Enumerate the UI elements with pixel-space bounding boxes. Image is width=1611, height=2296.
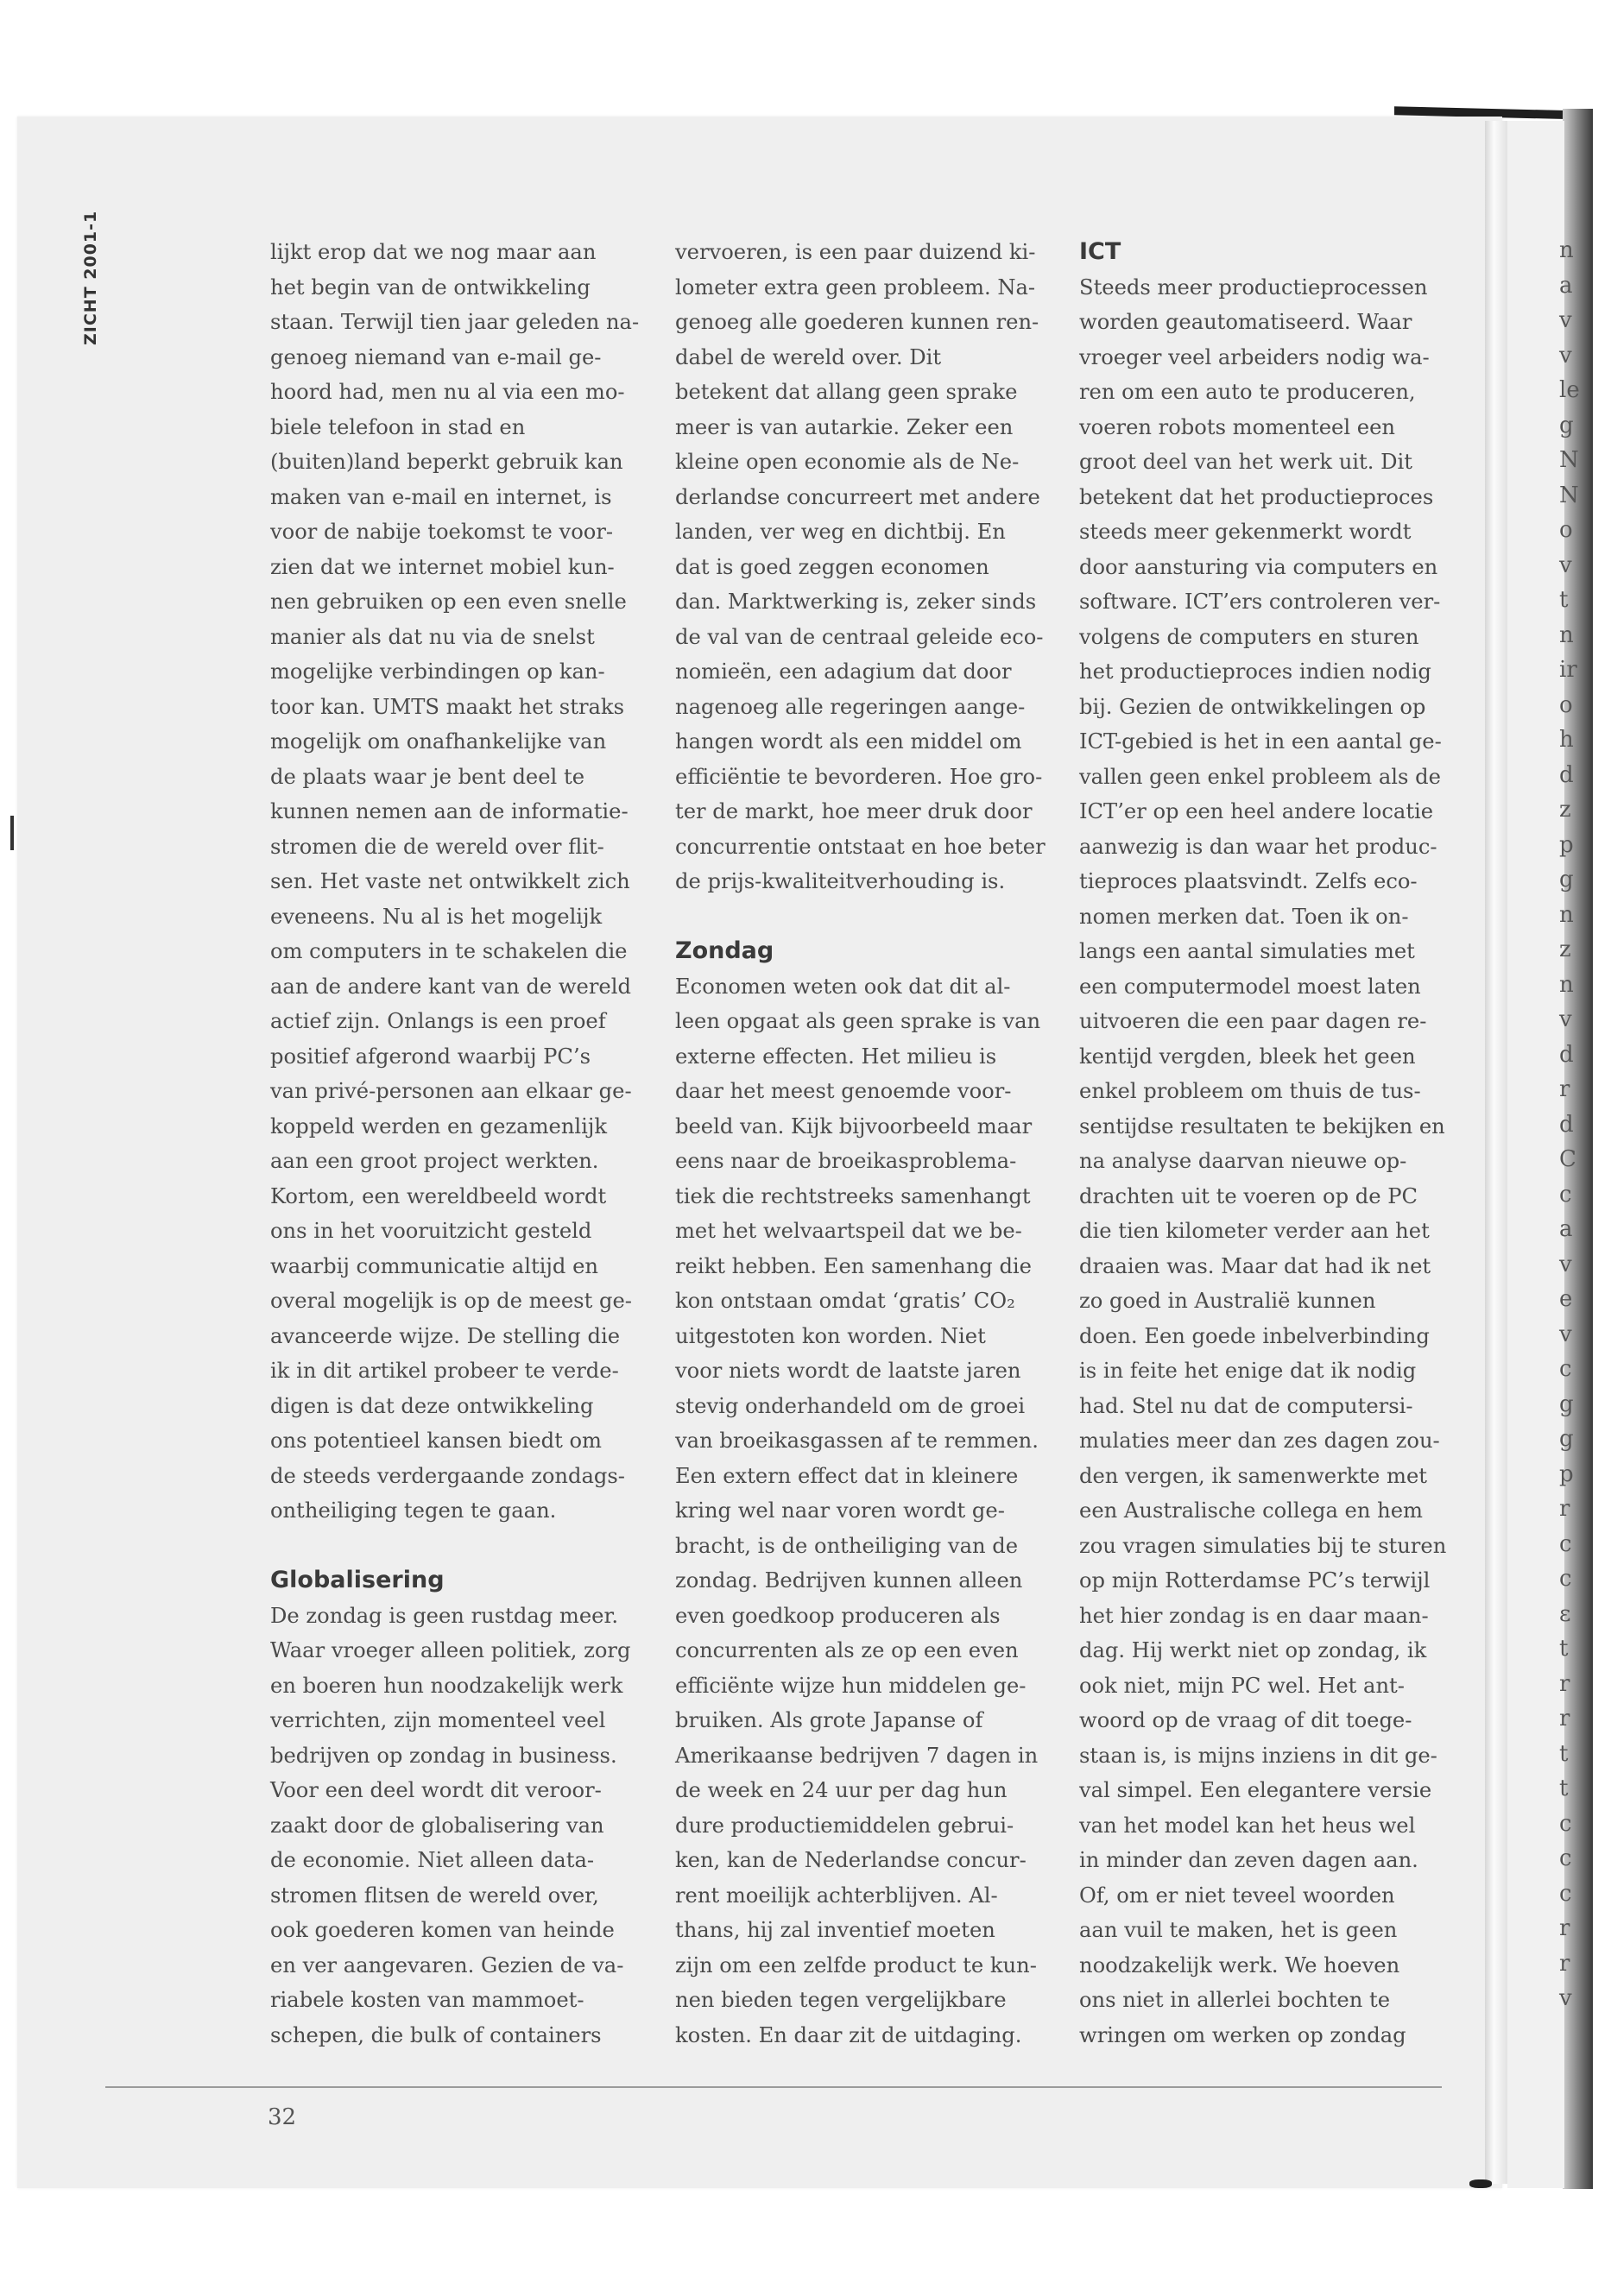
facing-page-fragment: g	[1559, 867, 1574, 893]
scan-edge-mark	[10, 816, 14, 850]
facing-page-fragment: c	[1559, 1845, 1572, 1871]
facing-page-fragment: a	[1559, 272, 1573, 299]
facing-page-fragment: z	[1559, 797, 1571, 823]
running-head: ZICHT 2001-1	[81, 210, 100, 345]
facing-page-fragment: c	[1559, 1566, 1572, 1592]
facing-page-fragment: v	[1559, 1321, 1572, 1347]
facing-page-fragment: r	[1559, 1670, 1570, 1697]
facing-page-fragment: N	[1559, 447, 1579, 473]
facing-page-fragment: v	[1559, 307, 1572, 333]
section-heading: Zondag	[675, 937, 774, 964]
body-paragraph: Economen weten ook dat dit al- leen opgaat als geen sprake is van externe effecten. Het milieu is daar het meest genoemde voor- beeld van. Kijk bijvoorbeeld maar eens naar de broeikasproblema- tiek die rechtstreeks samenhangt met het welvaartspeil dat we be- reikt hebben. Een samenhang die kon ontstaan omdat ‘gratis’ CO₂ uitgestoten kon worden. Niet voor niets wordt de laatste jaren stevig onderhandeld om de groei van broeikasgassen af te remmen. Een extern effect dat in kleinere kring wel naar voren wordt ge- bracht, is de ontheiliging van de zondag. Bedrijven kunnen alleen even goedkoop produceren als concurrenten als ze op een even efficiënte wijze hun middelen ge- bruiken. Als grote Japanse of Amerikaanse bedrijven 7 dagen in de week en 24 uur per dag hun dure productiemiddelen gebrui- ken, kan de Nederlandse concur- rent moeilijk achterblijven. Al- thans, hij zal inventief moeten zijn om een zelfde product te kun- nen bieden tegen vergelijkbare kosten. En daar zit de uitdaging.	[675, 974, 1041, 2047]
facing-page-fragment: g	[1559, 1426, 1574, 1452]
footer-rule	[105, 2086, 1442, 2088]
facing-page-fragment: c	[1559, 1530, 1572, 1557]
facing-page-fragment: n	[1559, 621, 1574, 648]
body-paragraph: vervoeren, is een paar duizend ki- lometer extra geen probleem. Na- genoeg alle goederen kunnen ren- dabel de wereld over. Dit betekent dat allang geen sprake meer is van autarkie. Zeker een kleine open economie als de Ne- derlandse concurreert met andere landen, ver weg en dichtbij. En dat is goed zeggen economen dan. Marktwerking is, zeker sinds de val van de centraal geleide eco- nomieën, een adagium dat door nagenoeg alle regeringen aange- hangen wordt als een middel om efficiëntie te bevorderen. Hoe gro- ter de markt, hoe meer druk door concurrentie ontstaat en hoe beter de prijs-kwaliteitverhouding is.	[675, 240, 1046, 893]
facing-page-fragment: r	[1559, 1076, 1570, 1102]
facing-page-fragment: t	[1559, 1636, 1569, 1662]
facing-page-fragment: v	[1559, 1985, 1572, 2011]
body-paragraph: De zondag is geen rustdag meer. Waar vroeger alleen politiek, zorg en boeren hun noodzakelijk werk verrichten, zijn momenteel veel bedrijven op zondag in business. Voor een deel wordt dit veroor- zaakt door de globalisering van de economie. Niet alleen data- stromen flitsen de wereld over, ook goederen komen van heinde en ver aangevaren. Gezien de va- riabele kosten van mammoet- schepen, die bulk of containers	[270, 1603, 631, 2047]
facing-page-fragment: c	[1559, 1181, 1572, 1208]
section-heading: Globalisering	[270, 1567, 445, 1593]
facing-page-fragment: ε	[1559, 1600, 1571, 1627]
facing-page-fragment: r	[1559, 1950, 1570, 1977]
facing-page-edge	[1507, 121, 1580, 2188]
text-column-3	[1079, 235, 1450, 2053]
facing-page-fragment: d	[1559, 1111, 1574, 1138]
facing-page-fragment: t	[1559, 1740, 1569, 1767]
facing-page-fragment: d	[1559, 1041, 1574, 1068]
facing-page-fragment: t	[1559, 1776, 1569, 1801]
facing-page-fragment: c	[1559, 1810, 1572, 1837]
facing-page-fragment: le	[1559, 377, 1580, 403]
facing-page-fragment: g	[1559, 412, 1574, 438]
facing-page-fragment: e	[1559, 1286, 1573, 1312]
facing-page-fragment: p	[1559, 1460, 1574, 1487]
facing-page-fragment: r	[1559, 1706, 1570, 1731]
text-column-1	[270, 235, 641, 2053]
facing-page-fragment: d	[1559, 761, 1574, 788]
section-spacer	[675, 899, 1046, 935]
body-paragraph: Steeds meer productieprocessen worden geautomatiseerd. Waar vroeger veel arbeiders nodig wa- ren om een auto te produceren, voeren robots momenteel een groot deel van het werk uit. Dit betekent dat het productieproces steeds meer gekenmerkt wordt door aansturing via computers en software. ICT’ers controleren ver- volgens de computers en sturen het productieproces indien nodig bij. Gezien de ontwikkelingen op ICT-gebied is het in een aantal ge- vallen geen enkel probleem als de ICT’er op een heel andere locatie aanwezig is dan waar het produc- tieproces plaatsvindt. Zelfs eco- nomen merken dat. Toen ik on- langs een aantal simulaties met een computermodel moest laten uitvoeren die een paar dagen re- kentijd vergden, bleek het geen enkel probleem om thuis de tus- sentijdse resultaten te bekijken en na analyse daarvan nieuwe op- drachten uit te voeren op de PC die tien kilometer verder aan het draaien was. Maar dat had ik net zo goed in Australië kunnen doen. Een goede inbelverbinding is in feite het enige dat ik nodig had. Stel nu dat de computersi- mulaties meer dan zes dagen zou- den vergen, ik samenwerkte met een Australische collega en hem zou vragen simulaties bij te sturen op mijn Rotterdamse PC’s terwijl het hier zondag is en daar maan- dag. Hij werkt niet op zondag, ik ook niet, mijn PC wel. Het ant- woord op de vraag of dit toege- staan is, is mijns inziens in dit ge- val simpel. Een elegantere versie van het model kan het heus wel in minder dan zeven dagen aan. Of, om er niet teveel woorden aan vuil te maken, het is geen noodzakelijk werk. We hoeven ons niet in allerlei bochten te wringen om werken op zondag	[1079, 274, 1447, 2047]
facing-page-fragment: c	[1559, 1356, 1572, 1382]
facing-page-fragment: C	[1559, 1146, 1576, 1172]
facing-page-fragment: z	[1559, 937, 1571, 962]
facing-page-fragment: a	[1559, 1216, 1573, 1242]
facing-page-fragment: ir	[1559, 657, 1577, 683]
facing-page-fragment: r	[1559, 1496, 1570, 1522]
page-number: 32	[268, 2104, 297, 2130]
binding-clip-mark	[1469, 2179, 1492, 2188]
facing-page-fragment: h	[1559, 727, 1574, 753]
facing-page-fragment: v	[1559, 552, 1572, 578]
facing-page-fragment: t	[1559, 587, 1569, 613]
facing-page-fragment: v	[1559, 1006, 1572, 1032]
facing-page-fragment: c	[1559, 1880, 1572, 1907]
facing-page-fragment: N	[1559, 482, 1579, 508]
text-column-2	[675, 235, 1046, 2053]
facing-page-fragment: r	[1559, 1915, 1570, 1941]
facing-page-fragment: p	[1559, 831, 1574, 858]
section-spacer	[270, 1529, 641, 1564]
facing-page-fragment: n	[1559, 971, 1574, 998]
facing-page-fragment: o	[1559, 691, 1573, 718]
facing-page-fragment: n	[1559, 901, 1574, 928]
body-paragraph: lijkt erop dat we nog maar aan het begin van de ontwikkeling staan. Terwijl tien jaar geleden na- genoeg niemand van e-mail ge- hoord had, men nu al via een mo- biele telefoon in stad en (buiten)land beperkt gebruik kan maken van e-mail en internet, is voor de nabije toekomst te voor- zien dat we internet mobiel kun- nen gebruiken op een even snelle manier als dat nu via de snelst mogelijke verbindingen op kan- toor kan. UMTS maakt het straks mogelijk om onafhankelijke van de plaats waar je bent deel te kunnen nemen aan de informatie- stromen die de wereld over flit- sen. Het vaste net ontwikkelt zich eveneens. Nu al is het mogelijk om computers in te schakelen die aan de andere kant van de wereld actief zijn. Onlangs is een proef positief afgerond waarbij PC’s van privé-personen aan elkaar ge- koppeld werden en gezamenlijk aan een groot project werkten. Kortom, een wereldbeeld wordt ons in het vooruitzicht gesteld waarbij communicatie altijd en overal mogelijk is op de meest ge- avanceerde wijze. De stelling die ik in dit artikel probeer te verde- digen is dat deze ontwikkeling ons potentieel kansen biedt om de steeds verdergaande zondags- ontheiliging tegen te gaan.	[270, 240, 640, 1523]
facing-page-fragment: v	[1559, 342, 1572, 369]
facing-page-fragment: g	[1559, 1391, 1574, 1417]
facing-page-fragment: v	[1559, 1251, 1572, 1277]
book-gutter	[1485, 121, 1507, 2184]
facing-page-fragment: n	[1559, 237, 1574, 263]
facing-page-fragment: o	[1559, 517, 1573, 543]
section-heading: ICT	[1079, 238, 1121, 265]
